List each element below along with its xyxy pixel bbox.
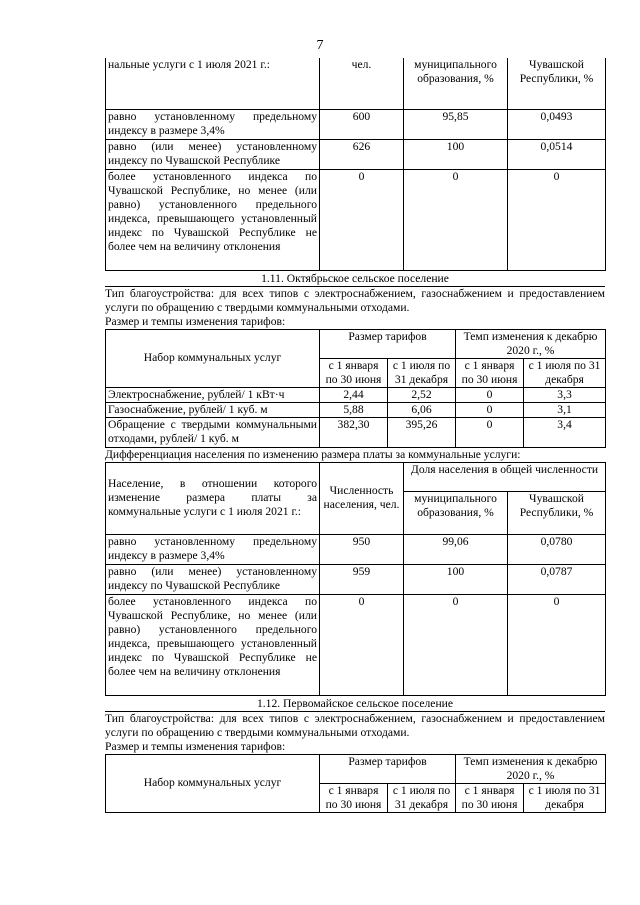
table-header-cell: с 1 июля по 31 декабря <box>524 783 606 812</box>
table-header-cell: Набор коммунальных услуг <box>106 329 320 387</box>
table-row <box>106 402 606 417</box>
table-cell: более установленного индекса по Чувашской Республике, но менее (или равно) установленного предельного индекса, превышающего установленный индекс по Чувашской Республике не более чем на величину отклонения <box>106 594 320 695</box>
table-cell: 395,26 <box>388 417 456 447</box>
table-header-cell: Темп изменения к декабрю 2020 г., % <box>456 754 606 783</box>
table-header-cell: с 1 января по 30 июня <box>456 358 524 387</box>
table-cell: 382,30 <box>320 417 388 447</box>
page-number: 7 <box>316 38 324 53</box>
top-population-table <box>105 58 606 271</box>
table-header-cell: Численность населения, чел. <box>320 462 404 534</box>
tariff-caption: Размер и темпы изменения тарифов: <box>105 314 286 328</box>
table-header-cell: Население, в отношении которого изменение размера платы за коммунальные услуги с 1 июля 2021 г.: <box>106 462 320 534</box>
table-cell: 0 <box>404 594 508 695</box>
table-row <box>106 329 606 358</box>
differentiation-caption: Дифференциация населения по изменению размера платы за коммунальные услуги: <box>105 447 521 461</box>
section-title: 1.12. Первомайское сельское поселение <box>105 696 605 712</box>
table-cell: 0,0787 <box>508 564 606 594</box>
section-title: 1.11. Октябрьское сельское поселение <box>105 271 605 287</box>
table-cell: 0,0493 <box>508 109 606 139</box>
table-cell: равно (или менее) установленному индексу по Чувашской Республике <box>106 139 320 169</box>
table-cell: 100 <box>404 139 508 169</box>
improvement-text: Тип благоустройства: для всех типов с электроснабжением, газоснабжением и предоставлением услуги по обращению с твердыми коммунальными отходами. <box>105 286 605 314</box>
table-cell: 0 <box>320 594 404 695</box>
table-row <box>106 564 606 594</box>
table-cell: 0 <box>404 169 508 270</box>
tariff-table <box>105 329 606 448</box>
table-cell: 0,0514 <box>508 139 606 169</box>
table-cell: 950 <box>320 534 404 564</box>
table-cell: 959 <box>320 564 404 594</box>
table-cell: 626 <box>320 139 404 169</box>
table-cell: 2,44 <box>320 387 388 402</box>
page-content <box>105 58 605 813</box>
tariff-table <box>105 754 606 813</box>
table-row <box>106 109 606 139</box>
table-cell: 0,0780 <box>508 534 606 564</box>
table-cell: Обращение с твердыми коммунальными отходами, рублей/ 1 куб. м <box>106 417 320 447</box>
table-cell: Электроснабжение, рублей/ 1 кВт·ч <box>106 387 320 402</box>
table-cell: 3,1 <box>524 402 606 417</box>
table-cell: 0 <box>320 169 404 270</box>
table-cell: 100 <box>404 564 508 594</box>
table-header-cell: Темп изменения к декабрю 2020 г., % <box>456 329 606 358</box>
table-header-cell: Чувашской Республики, % <box>508 491 606 534</box>
table-cell: 2,52 <box>388 387 456 402</box>
table-row <box>106 462 606 491</box>
table-cell: 0 <box>456 402 524 417</box>
improvement-text: Тип благоустройства: для всех типов с электроснабжением, газоснабжением и предоставлением услуги по обращению с твердыми коммунальными отходами. <box>105 711 605 739</box>
table-cell: Чувашской Республики, % <box>508 58 606 109</box>
table-row <box>106 169 606 270</box>
table-row <box>106 417 606 447</box>
table-row <box>106 58 606 109</box>
table-header-cell: Доля населения в общей численности <box>404 462 606 491</box>
table-header-cell: Набор коммунальных услуг <box>106 754 320 812</box>
table-cell: равно установленному предельному индексу в размере 3,4% <box>106 534 320 564</box>
table-row <box>106 534 606 564</box>
table-cell: нальные услуги с 1 июля 2021 г.: <box>106 58 320 109</box>
table-cell: равно (или менее) установленному индексу по Чувашской Республике <box>106 564 320 594</box>
table-cell: 3,3 <box>524 387 606 402</box>
table-cell: более установленного индекса по Чувашской Республике, но менее (или равно) установленного предельного индекса, превышающего установленный индекс по Чувашской Республике не более чем на величину отклонения <box>106 169 320 270</box>
table-cell: чел. <box>320 58 404 109</box>
table-header-cell: с 1 января по 30 июня <box>320 358 388 387</box>
table-header-cell: с 1 января по 30 июня <box>320 783 388 812</box>
population-table <box>105 462 606 696</box>
table-cell: 3,4 <box>524 417 606 447</box>
table-cell: 0 <box>508 594 606 695</box>
table-cell: муниципального образования, % <box>404 58 508 109</box>
table-cell: 5,88 <box>320 402 388 417</box>
table-header-cell: с 1 июля по 31 декабря <box>388 783 456 812</box>
table-header-cell: с 1 июля по 31 декабря <box>524 358 606 387</box>
table-row <box>106 754 606 783</box>
table-header-cell: Размер тарифов <box>320 329 456 358</box>
table-cell: равно установленному предельному индексу в размере 3,4% <box>106 109 320 139</box>
table-row <box>106 594 606 695</box>
table-cell: 0 <box>508 169 606 270</box>
table-cell: 95,85 <box>404 109 508 139</box>
table-cell: 0 <box>456 387 524 402</box>
table-cell: 6,06 <box>388 402 456 417</box>
table-cell: Газоснабжение, рублей/ 1 куб. м <box>106 402 320 417</box>
table-cell: 600 <box>320 109 404 139</box>
table-header-cell: с 1 июля по 31 декабря <box>388 358 456 387</box>
table-cell: 99,06 <box>404 534 508 564</box>
table-row <box>106 387 606 402</box>
table-cell: 0 <box>456 417 524 447</box>
table-header-cell: муниципального образования, % <box>404 491 508 534</box>
table-row <box>106 139 606 169</box>
table-header-cell: с 1 января по 30 июня <box>456 783 524 812</box>
tariff-caption: Размер и темпы изменения тарифов: <box>105 739 286 753</box>
table-header-cell: Размер тарифов <box>320 754 456 783</box>
